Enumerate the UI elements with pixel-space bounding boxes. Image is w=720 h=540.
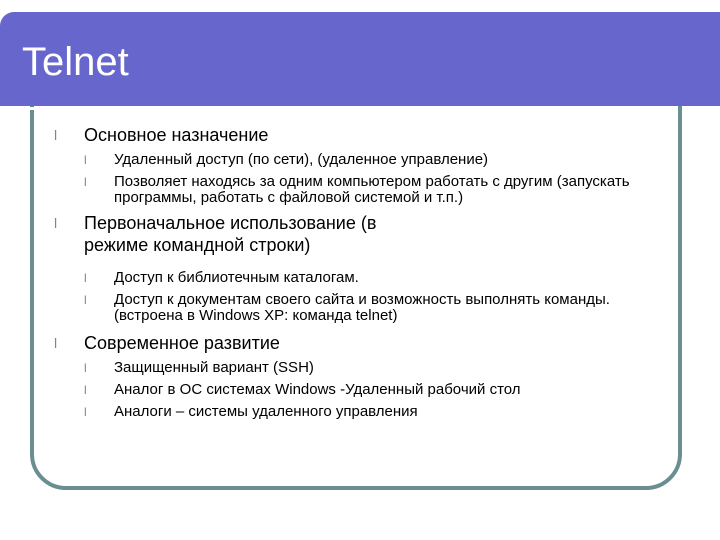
list-item (54, 152, 684, 168)
bullet-icon: l (84, 175, 87, 189)
list-item-text: Аналоги – системы удаленного управления (114, 403, 418, 420)
bullet-icon: l (54, 215, 58, 231)
bullet-icon: l (84, 383, 87, 397)
section-heading: Первоначальное использование (в режиме командной строки) (84, 213, 377, 255)
title-underline (0, 107, 637, 110)
list-item (54, 382, 684, 398)
list-item-text: Позволяет находясь за одним компьютером работать с другим (запускать программы, работать с файловой системой и т.п.) (114, 173, 630, 206)
list-item-text: Доступ к документам своего сайта и возможность выполнять команды. (встроена в Windows XP: команда telnet) (114, 291, 610, 324)
bullet-icon: l (54, 127, 58, 143)
list-item (54, 270, 684, 286)
list-item-text: Доступ к библиотечным каталогам. (114, 269, 359, 286)
list-item-text: Защищенный вариант (SSH) (114, 359, 314, 376)
slide-title: Telnet (22, 40, 129, 84)
title-bar (0, 12, 720, 106)
section-heading: Основное назначение (84, 125, 269, 145)
list-item-text: Удаленный доступ (по сети), (удаленное управление) (114, 151, 489, 168)
list-item-text: Аналог в ОС системах Windows -Удаленный рабочий стол (114, 381, 521, 398)
section-initial-use (54, 212, 424, 256)
list-item (54, 404, 684, 420)
list-item (54, 174, 654, 206)
bullet-icon: l (84, 293, 87, 307)
list-item (54, 292, 639, 324)
bullet-icon: l (84, 271, 87, 285)
section-heading: Современное развитие (84, 333, 280, 353)
bullet-icon: l (84, 361, 87, 375)
section-main-purpose (54, 124, 684, 146)
section-modern-development (54, 332, 684, 354)
bullet-icon: l (84, 153, 87, 167)
bullet-icon: l (54, 335, 58, 351)
bullet-icon: l (84, 405, 87, 419)
slide-content (54, 124, 684, 420)
list-item (54, 360, 684, 376)
